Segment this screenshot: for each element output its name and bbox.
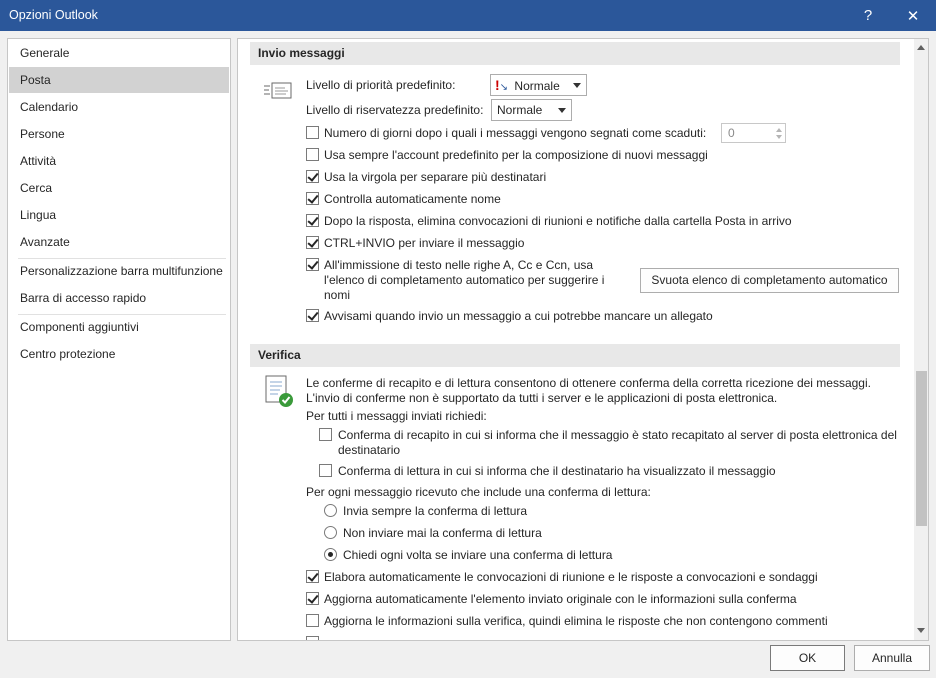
partial-checkbox[interactable]: [306, 636, 319, 641]
expire-checkbox[interactable]: [306, 126, 319, 139]
autocomplete-label-3: nomi: [324, 288, 351, 302]
nav-item-cerca[interactable]: Cerca: [20, 181, 53, 195]
verifica-desc-2: L'invio di conferme non è supportato da tutti i server e le applicazioni di posta elettronica.: [306, 391, 778, 405]
ctrl-enter-checkbox[interactable]: [306, 236, 319, 249]
process-meeting-requests-checkbox[interactable]: [306, 570, 319, 583]
nav-item-componenti-aggiuntivi[interactable]: Componenti aggiuntivi: [20, 320, 139, 334]
radio-ask-each-time-label: Chiedi ogni volta se inviare una conferma di lettura: [343, 548, 613, 562]
comma-separator-checkbox[interactable]: [306, 170, 319, 183]
dialog-body: [1, 31, 935, 677]
autocomplete-checkbox[interactable]: [306, 258, 319, 271]
spin-down-icon[interactable]: [776, 135, 782, 139]
options-nav: [7, 38, 231, 641]
update-tracking-label: Aggiorna le informazioni sulla verifica, quindi elimina le risposte che non contengono commenti: [324, 614, 828, 628]
attachment-warning-checkbox[interactable]: [306, 309, 319, 322]
priority-label: Livello di priorità predefinito:: [306, 78, 456, 92]
update-tracking-checkbox[interactable]: [306, 614, 319, 627]
radio-never-send[interactable]: [324, 526, 337, 539]
priority-dropdown[interactable]: [490, 74, 587, 96]
process-meeting-requests-label: Elabora automaticamente le convocazioni di riunione e le risposte a convocazioni e sondaggi: [324, 570, 818, 584]
default-account-label: Usa sempre l'account predefinito per la composizione di nuovi messaggi: [324, 148, 708, 162]
check-names-checkbox[interactable]: [306, 192, 319, 205]
privacy-label: Livello di riservatezza predefinito:: [306, 103, 484, 117]
update-sent-item-checkbox[interactable]: [306, 592, 319, 605]
autocomplete-label-1: All'immissione di testo nelle righe A, Cc e Ccn, usa: [324, 258, 594, 272]
nav-item-personalizzazione[interactable]: Personalizzazione barra multifunzione: [20, 264, 223, 278]
delete-meeting-requests-checkbox[interactable]: [306, 214, 319, 227]
arrow-icon: ↘: [499, 82, 509, 93]
nav-item-centro-protezione[interactable]: Centro protezione: [20, 347, 116, 361]
nav-item-generale[interactable]: Generale: [20, 46, 70, 60]
content-scrollbar[interactable]: [914, 39, 929, 640]
expire-spinner[interactable]: [721, 123, 786, 143]
section-header-verifica: Verifica: [250, 344, 900, 367]
scroll-thumb[interactable]: [916, 371, 927, 526]
options-content: [237, 38, 929, 641]
nav-item-posta[interactable]: Posta: [9, 67, 229, 93]
delivery-receipt-label-1: Conferma di recapito in cui si informa che il messaggio è stato recapitato al server di posta elettronica del: [338, 428, 897, 442]
default-account-checkbox[interactable]: [306, 148, 319, 161]
ok-button[interactable]: OK: [770, 645, 845, 671]
nav-item-avanzate[interactable]: Avanzate: [20, 235, 70, 249]
privacy-dropdown[interactable]: [491, 99, 572, 121]
chevron-down-icon: [573, 83, 581, 88]
nav-item-attivita[interactable]: Attività: [20, 154, 57, 168]
title-bar: [0, 0, 936, 31]
expire-label: Numero di giorni dopo i quali i messaggi vengono segnati come scaduti:: [324, 126, 707, 140]
check-names-label: Controlla automaticamente nome: [324, 192, 501, 206]
autocomplete-label-2: l'elenco di completamento automatico per suggerire i: [324, 273, 605, 287]
priority-high-icon: !: [495, 77, 500, 93]
comma-separator-label: Usa la virgola per separare più destinatari: [324, 170, 547, 184]
privacy-value: Normale: [497, 103, 543, 117]
spin-up-icon[interactable]: [776, 128, 782, 132]
scroll-down-icon[interactable]: [917, 628, 925, 633]
read-receipt-checkbox[interactable]: [319, 464, 332, 477]
nav-item-barra-accesso-rapido[interactable]: Barra di accesso rapido: [20, 291, 147, 305]
close-button[interactable]: ✕: [906, 7, 920, 25]
received-messages-label: Per ogni messaggio ricevuto che include una conferma di lettura:: [306, 485, 651, 499]
cancel-button[interactable]: Annulla: [854, 645, 930, 671]
radio-ask-each-time[interactable]: [324, 548, 337, 561]
tracking-checklist-icon: [264, 375, 296, 409]
read-receipt-label: Conferma di lettura in cui si informa che il destinatario ha visualizzato il messaggio: [338, 464, 776, 478]
window-title: Opzioni Outlook: [9, 8, 98, 22]
expire-value: 0: [728, 126, 735, 140]
nav-item-persone[interactable]: Persone: [20, 127, 65, 141]
nav-item-lingua[interactable]: Lingua: [20, 208, 57, 222]
section-header-invio: Invio messaggi: [250, 42, 900, 65]
sent-messages-label: Per tutti i messaggi inviati richiedi:: [306, 409, 487, 423]
ctrl-enter-label: CTRL+INVIO per inviare il messaggio: [324, 236, 525, 250]
radio-always-send-label: Invia sempre la conferma di lettura: [343, 504, 528, 518]
verifica-desc-1: Le conferme di recapito e di lettura consentono di ottenere conferma della corretta ricezione dei messaggi.: [306, 376, 871, 390]
help-button[interactable]: ?: [863, 7, 873, 24]
priority-value: Normale: [514, 79, 560, 93]
chevron-down-icon: [558, 108, 566, 113]
clear-autocomplete-button[interactable]: Svuota elenco di completamento automatico: [640, 268, 899, 293]
delivery-receipt-label-2: destinatario: [338, 443, 401, 457]
radio-never-send-label: Non inviare mai la conferma di lettura: [343, 526, 542, 540]
attachment-warning-label: Avvisami quando invio un messaggio a cui potrebbe mancare un allegato: [324, 309, 713, 323]
delivery-receipt-checkbox[interactable]: [319, 428, 332, 441]
update-sent-item-label: Aggiorna automaticamente l'elemento inviato originale con le informazioni sulla conferma: [324, 592, 797, 606]
delete-meeting-requests-label: Dopo la risposta, elimina convocazioni di riunioni e notifiche dalla cartella Posta in arrivo: [324, 214, 792, 228]
mail-send-icon: [264, 82, 292, 100]
nav-item-calendario[interactable]: Calendario: [20, 100, 79, 114]
scroll-up-icon[interactable]: [917, 45, 925, 50]
radio-always-send[interactable]: [324, 504, 337, 517]
